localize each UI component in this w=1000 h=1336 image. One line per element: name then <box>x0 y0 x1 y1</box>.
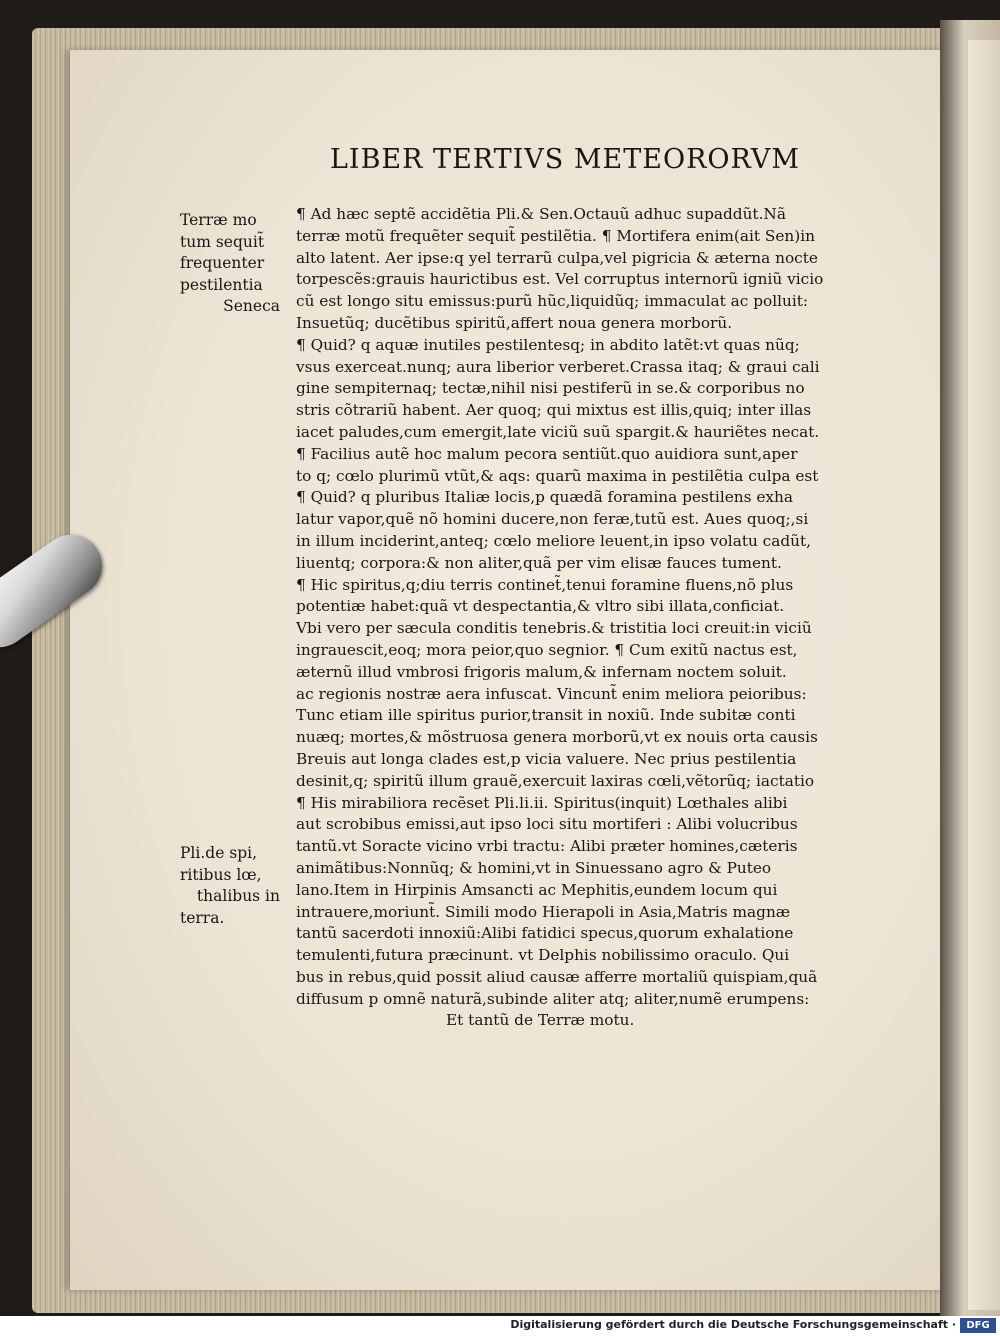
margin-note-pliny <box>180 843 280 929</box>
closing-line: Et tantũ de Terræ motu. <box>446 1011 635 1030</box>
margin-note-line: tum sequit̃ <box>180 232 265 251</box>
margin-note-line: pestilentia <box>180 275 263 294</box>
text-line: nuæq; mortes,& mõstruosa genera morborũ,vt ex nouis orta causis <box>296 728 818 747</box>
text-line: desinit,q; spiritũ illum grauẽ,exercuit laxiras cœli,vẽtorũq; iactatio <box>296 771 815 790</box>
text-line: cũ est longo situ emissus:purũ hũc,liquidũq; immaculat ac polluit: <box>296 292 809 311</box>
text-line: iacet paludes,cum emergit,late viciũ suũ spargit.& hauriẽtes necat. <box>296 422 820 441</box>
margin-note-line: ritibus lœ, <box>180 865 262 884</box>
text-line: animãtibus:Nonnũq; & homini,vt in Sinuessano agro & Puteo <box>296 858 772 877</box>
text-line: ¶ Facilius autẽ hoc malum pecora sentiũt.quo auidiora sunt,aper <box>296 444 798 463</box>
margin-note-line: Pli.de spi, <box>180 844 258 862</box>
text-line: latur vapor,quẽ nõ homini ducere,non feræ,tutũ est. Aues quoq;,si <box>296 510 809 529</box>
text-line: gine sempiternaq; tectæ,nihil nisi pestiferũ in se.& corporibus no <box>296 379 805 398</box>
text-line: torpescẽs:grauis haurictibus est. Vel corruptus internorũ igniũ vicio <box>296 270 824 289</box>
main-text-block <box>296 204 896 1032</box>
margin-note-line: terra. <box>180 908 225 927</box>
dfg-logo[interactable]: DFG <box>960 1318 996 1333</box>
text-line: vsus exerceat.nunq; aura liberior verberet.Crassa itaq; & graui cali <box>296 357 820 376</box>
text-line: lano.Item in Hirpinis Amsancti ac Mephitis,eundem locum qui <box>296 880 778 899</box>
text-line: ¶ Quid? q pluribus Italiæ locis,p quædã foramina pestilens exha <box>296 488 793 507</box>
text-line: ¶ Ad hæc septẽ accidẽtia Pli.& Sen.Octauũ adhuc supaddũt.Nã <box>296 205 786 223</box>
margin-note-earthquake <box>180 210 280 318</box>
text-line: ¶ His mirabiliora recẽset Pli.li.ii. Spiritus(inquit) Lœthales alibi <box>296 793 788 812</box>
text-line: alto latent. Aer ipse:q yel terrarũ culpa,vel pigricia & æterna nocte <box>296 248 818 267</box>
text-line: bus in rebus,quid possit aliud causæ afferre mortaliũ quispiam,quã <box>296 967 818 986</box>
right-page-edge <box>968 40 1000 1310</box>
margin-note-line: frequenter <box>180 254 265 272</box>
text-line: ac regionis nostræ aera infuscat. Vincunt̃ enim meliora peioribus: <box>296 684 807 703</box>
text-line: Vbi vero per sæcula conditis tenebris.& tristitia loci creuit:in viciũ <box>296 619 812 638</box>
text-line: Insuetũq; ducẽtibus spiritũ,affert noua genera morborũ. <box>296 313 733 332</box>
margin-note-line: Terræ mo <box>180 211 257 229</box>
text-line: Tunc etiam ille spiritus purior,transit in noxiũ. Inde subitæ conti <box>296 706 796 725</box>
text-line: in illum inciderint,anteq; cœlo meliore leuent,in ipso volatu cadũt, <box>296 531 812 550</box>
text-line: tantũ.vt Soracte vicino vrbi tractu: Alibi præter homines,cæteris <box>296 837 798 856</box>
text-line: to q; cœlo plurimũ vtũt,& aqs: quarũ maxima in pestilẽtia culpa est <box>296 466 819 485</box>
text-line: æternũ illud vmbrosi frigoris malum,& infernam noctem soluit. <box>296 662 787 681</box>
text-line: ¶ Hic spiritus,q;diu terris continet̃,tenui foramine fluens,nõ plus <box>296 575 794 594</box>
text-line: tantũ sacerdoti innoxiũ:Alibi fatidici specus,quorum exhalatione <box>296 924 794 943</box>
text-line: liuentq; corpora:& non aliter,quã per vim elisæ fauces tument. <box>296 553 782 572</box>
text-line: diffusum p omnẽ naturã,subinde aliter atq; aliter,numẽ erumpens: <box>296 989 810 1008</box>
text-line: potentiæ habet:quã vt despectantia,& vltro sibi illata,conficiat. <box>296 597 785 616</box>
funding-notice: Digitalisierung gefördert durch die Deutsche Forschungsgemeinschaft · <box>510 1318 956 1331</box>
text-line: ¶ Quid? q aquæ inutiles pestilentesq; in abdito latẽt:vt quas nũq; <box>296 335 800 354</box>
text-line: temulenti,futura præcinunt. vt Delphis nobilissimo oraculo. Qui <box>296 946 790 965</box>
text-line: Breuis aut longa clades est,p vicia valuere. Nec prius pestilentia <box>296 749 797 768</box>
text-line: ingrauescit,eoq; mora peior,quo segnior. ¶ Cum exitũ nactus est, <box>296 640 798 659</box>
text-line: intrauere,moriunt̃. Simili modo Hierapoli in Asia,Matris magnæ <box>296 902 791 921</box>
text-line: terræ motũ frequẽter sequit̃ pestilẽtia. ¶ Mortifera enim(ait Sen)in <box>296 226 815 245</box>
margin-note-line: thalibus in <box>196 887 280 905</box>
page-title: LIBER TERTIVS METEORORVM <box>330 144 801 175</box>
margin-note-line: Seneca <box>223 297 280 315</box>
footer-bar <box>0 1316 1000 1336</box>
text-line: aut scrobibus emissi,aut ipso loci situ mortiferi : Alibi volucribus <box>296 815 798 834</box>
text-line: stris cõtrariũ habent. Aer quoq; qui mixtus est illis,quiq; inter illas <box>296 401 812 420</box>
